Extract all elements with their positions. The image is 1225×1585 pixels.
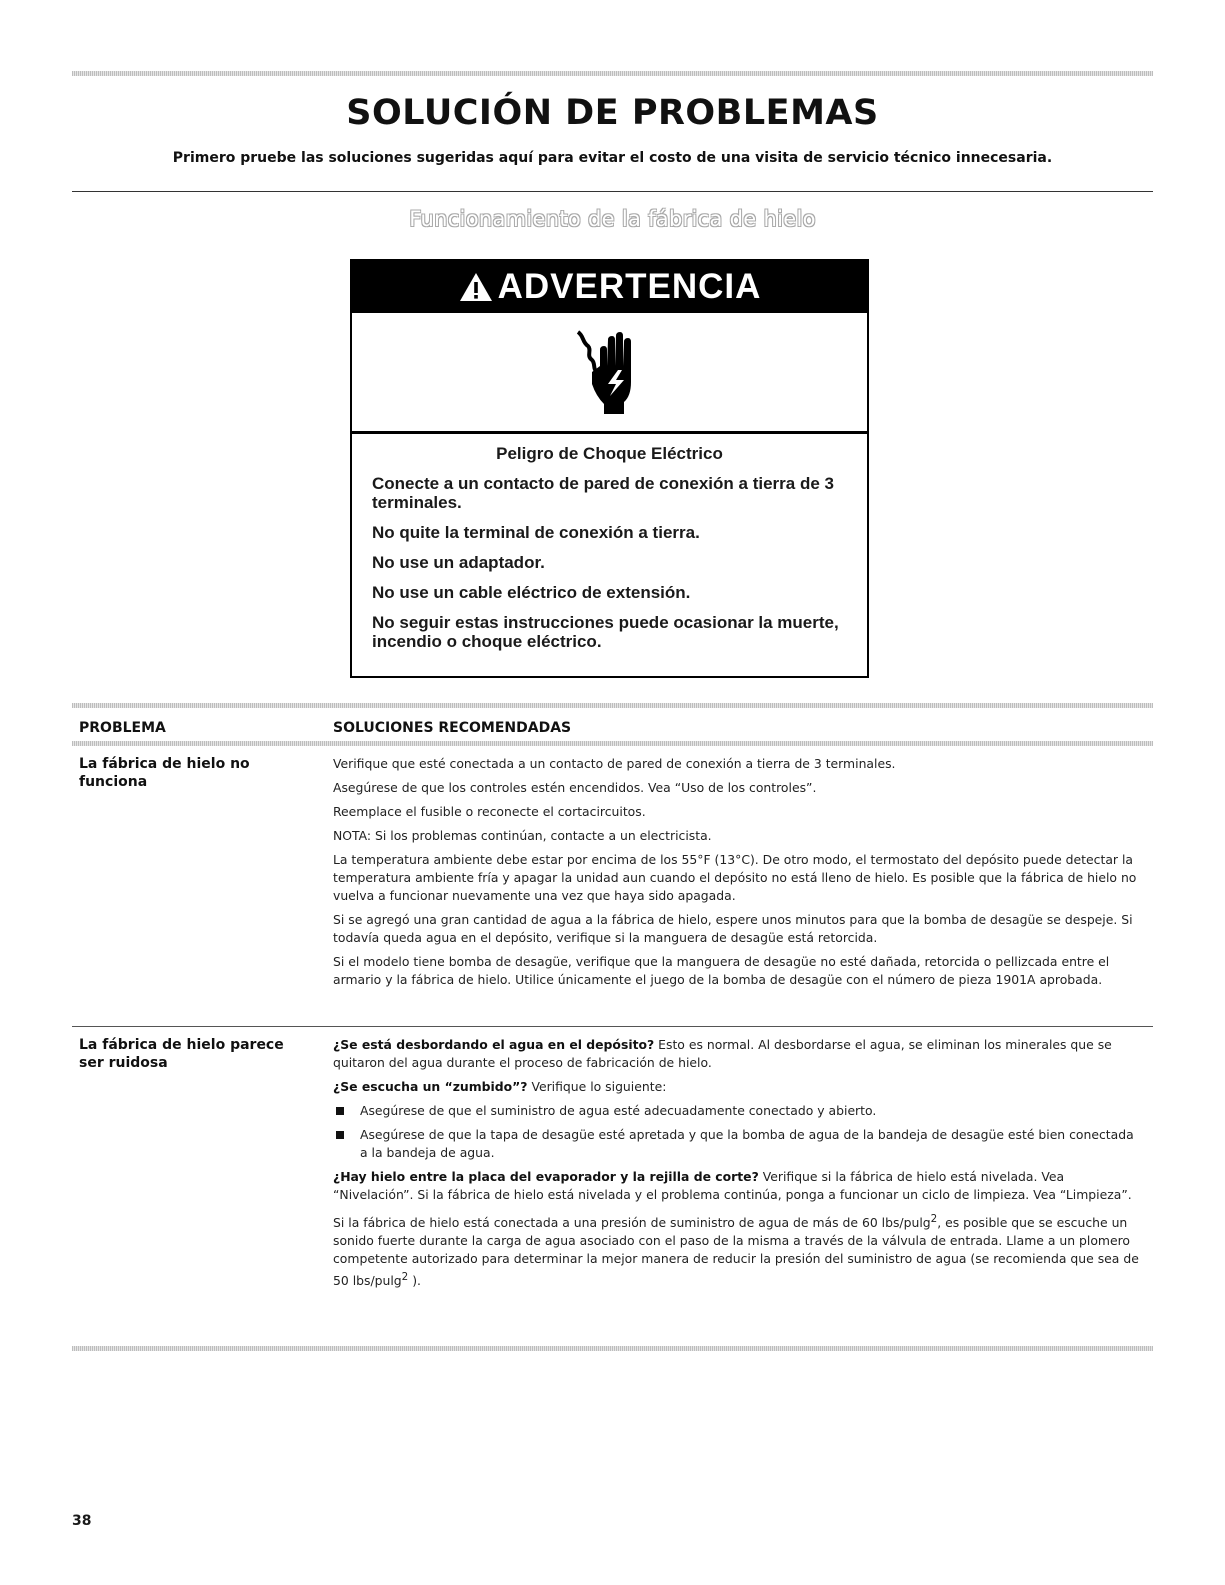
warning-header (352, 261, 867, 313)
bullet-item: Asegúrese de que el suministro de agua esté adecuadamente conectado y abierto. (333, 1102, 1145, 1120)
solutions-cell (333, 1036, 1145, 1296)
solution-item: Asegúrese de que los controles estén encendidos. Vea “Uso de los controles”. (333, 780, 817, 795)
note-text: Si los problemas continúan, contacte a un electricista. (375, 828, 712, 843)
bullet-square-icon (336, 1107, 344, 1115)
bullet-square-icon (336, 1131, 344, 1139)
warning-icon-area (352, 313, 867, 434)
top-hatch-rule (72, 71, 1153, 76)
problem-cell: La fábrica de hielo no funciona (79, 756, 250, 790)
table-header-hatch (72, 741, 1153, 746)
solution-item: Reemplace el fusible o reconecte el cortacircuitos. (333, 804, 646, 819)
solution-item: Si se agregó una gran cantidad de agua a la fábrica de hielo, espere unos minutos para que la bomba de desagüe se despeje. Si todavía queda agua en el depósito, verifique si la manguera de desagüe está retorcida. (333, 912, 1133, 945)
column-header-solutions: SOLUCIONES RECOMENDADAS (333, 720, 572, 736)
solution-item (333, 827, 1145, 845)
warning-line: No use un cable eléctrico de extensión. (372, 583, 691, 602)
column-header-problem: PROBLEMA (79, 720, 166, 736)
warning-heading: Peligro de Choque Eléctrico (496, 444, 723, 463)
page-subtitle: Primero pruebe las soluciones sugeridas aquí para evitar el costo de una visita de servicio técnico innecesaria. (172, 150, 1053, 166)
header-divider (72, 191, 1153, 192)
table-bottom-hatch (72, 1346, 1153, 1351)
page-title: SOLUCIÓN DE PROBLEMAS (346, 93, 879, 133)
question: ¿Se está desbordando el agua en el depósito? (333, 1037, 655, 1052)
solution-item: ¿Hay hielo entre la placa del evaporador y la rejilla de corte? Verifique si la fábrica de hielo está nivelada. Vea “Nivelación”. Si la fábrica de hielo está nivelada y el problema continúa, ponga a funcionar un ciclo de limpieza. Vea “Limpieza”. (333, 1169, 1132, 1202)
note-label: NOTA: (333, 828, 372, 843)
warning-triangle-icon (458, 271, 494, 303)
table-top-hatch (72, 703, 1153, 708)
row-divider (72, 1026, 1153, 1027)
solution-item: La temperatura ambiente debe estar por encima de los 55°F (13°C). De otro modo, el termostato del depósito puede detectar la temperatura ambiente fría y apagar la unidad aun cuando el depósito no está lleno de hielo. Es posible que la fábrica de hielo no vuelva a funcionar nuevamente una vez que haya sido apagada. (333, 852, 1137, 903)
solution-item: Si el modelo tiene bomba de desagüe, verifique que la manguera de desagüe no esté dañada, retorcida o pellizcada entre el armario y la fábrica de hielo. Utilice únicamente el juego de la bomba de desagüe con el número de pieza 1901A aprobada. (333, 954, 1110, 987)
solution-item: ¿Se está desbordando el agua en el depósito? Esto es normal. Al desbordarse el agua, se eliminan los minerales que se quitaron del agua durante el proceso de fabricación de hielo. (333, 1037, 1112, 1070)
solution-item: Verifique que esté conectada a un contacto de pared de conexión a tierra de 3 terminales. (333, 756, 896, 771)
page-number: 38 (72, 1513, 92, 1529)
warning-line: No use un adaptador. (372, 553, 545, 572)
electric-shock-hand-icon (570, 326, 650, 418)
question: ¿Hay hielo entre la placa del evaporador y la rejilla de corte? (333, 1169, 759, 1184)
warning-label: ADVERTENCIA (497, 267, 762, 306)
question: ¿Se escucha un “zumbido”? (333, 1079, 528, 1094)
solution-item: Si la fábrica de hielo está conectada a una presión de suministro de agua de más de 60 lbs/pulg$^2$, es posible que se escuche un sonido fuerte durante la carga de agua asociado con el paso de la misma a través de la válvula de entrada. Llame a un plomero competente autorizado para determinar la mejor manera de reducir la presión del suministro de agua (se recomienda que sea de 50 lbs/pulg$^2$ ). (333, 1213, 1139, 1289)
section-title: Funcionamiento de la fábrica de hielo (409, 207, 816, 231)
solutions-cell (333, 755, 1145, 995)
bullet-item: Asegúrese de que la tapa de desagüe esté apretada y que la bomba de agua de la bandeja de desagüe esté bien conectada a la bandeja de agua. (333, 1126, 1145, 1162)
problem-cell: La fábrica de hielo parece ser ruidosa (79, 1037, 284, 1071)
warning-line: No quite la terminal de conexión a tierra. (372, 523, 700, 542)
warning-box (350, 259, 869, 678)
warning-line: Conecte a un contacto de pared de conexión a tierra de 3 terminales. (372, 474, 834, 512)
warning-line: No seguir estas instrucciones puede ocasionar la muerte, incendio o choque eléctrico. (372, 613, 839, 651)
solution-item: ¿Se escucha un “zumbido”? Verifique lo siguiente: (333, 1079, 667, 1094)
